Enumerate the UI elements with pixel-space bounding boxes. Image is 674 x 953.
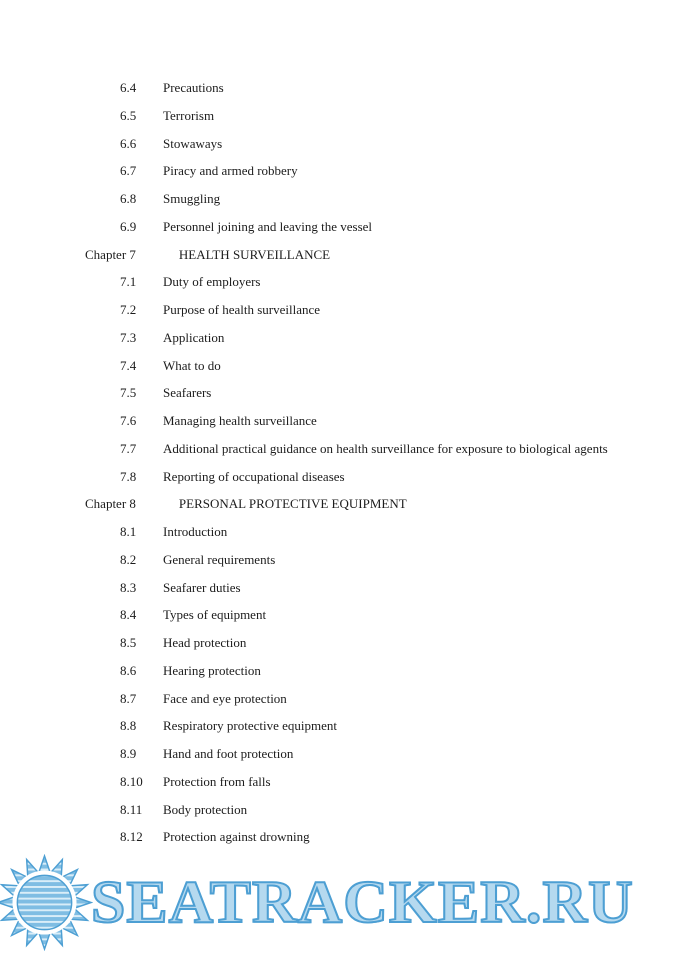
section-number: 6.7 (120, 163, 137, 179)
toc-row (85, 191, 674, 219)
section-title: Respiratory protective equipment (163, 718, 338, 734)
toc-row (85, 163, 674, 191)
section-title: Types of equipment (163, 607, 267, 623)
toc-row (85, 274, 674, 302)
section-number: 8.2 (120, 551, 137, 567)
section-number: 8.10 (120, 773, 143, 789)
section-number: 8.8 (120, 718, 137, 734)
toc-row (85, 774, 674, 802)
section-title: Hand and foot protection (163, 746, 294, 761)
toc-row (85, 302, 674, 330)
section-title: Terrorism (163, 107, 215, 123)
section-title: Purpose of health surveillance (163, 302, 321, 317)
chapter-label: Chapter 7 (85, 246, 136, 262)
section-title: HEALTH SURVEILLANCE (178, 246, 331, 262)
toc-row (85, 247, 674, 275)
toc-row (85, 691, 674, 719)
section-number: 8.4 (120, 607, 137, 623)
toc-row (85, 80, 674, 108)
section-title: Reporting of occupational diseases (163, 468, 345, 484)
toc-row (85, 746, 674, 774)
section-title: Seafarers (163, 385, 212, 401)
section-number: 6.4 (120, 80, 137, 95)
toc-row (85, 136, 674, 164)
section-number: 8.12 (120, 829, 143, 845)
section-number: 6.6 (120, 135, 137, 151)
section-number: 6.8 (120, 191, 137, 206)
toc-row (85, 663, 674, 691)
section-title: Piracy and armed robbery (163, 163, 298, 179)
toc-row (85, 330, 674, 358)
toc-row (85, 469, 674, 497)
section-number: 7.2 (120, 302, 137, 317)
toc-row (85, 580, 674, 608)
toc-row (85, 552, 674, 580)
toc-row (85, 802, 674, 830)
toc-row (85, 219, 674, 247)
section-number: 8.7 (120, 690, 137, 706)
section-number: 7.1 (120, 274, 137, 290)
watermark-text: SEATRACKER.RU (91, 869, 634, 935)
section-title: What to do (163, 357, 221, 373)
toc-row (85, 385, 674, 413)
sun-icon (0, 854, 93, 951)
section-title: Introduction (163, 524, 228, 539)
toc-row (85, 496, 674, 524)
toc-row (85, 718, 674, 746)
section-number: 8.1 (120, 524, 137, 539)
section-title: Application (163, 329, 225, 345)
watermark (0, 852, 674, 953)
toc-row (85, 524, 674, 552)
section-number: 7.3 (120, 329, 137, 345)
section-title: Duty of employers (163, 274, 261, 290)
chapter-label: Chapter 8 (85, 496, 136, 512)
section-title: Managing health surveillance (163, 413, 317, 428)
toc-row (85, 441, 674, 469)
section-number: 6.5 (120, 107, 137, 123)
section-number: 8.5 (120, 635, 137, 650)
section-title: Precautions (163, 80, 224, 95)
section-title: Protection against drowning (163, 829, 310, 845)
section-number: 8.9 (120, 746, 137, 761)
section-title: Seafarer duties (163, 579, 241, 595)
toc-row (85, 635, 674, 663)
section-title: Personnel joining and leaving the vessel (163, 218, 373, 234)
toc-row (85, 607, 674, 635)
section-title: General requirements (163, 551, 276, 567)
section-title: Protection from falls (163, 773, 271, 789)
section-number: 8.11 (120, 801, 143, 817)
section-title: Additional practical guidance on health surveillance for exposure to biological agents (163, 440, 608, 456)
section-number: 7.7 (120, 440, 137, 456)
toc-row (85, 108, 674, 136)
section-number: 7.6 (120, 413, 137, 428)
section-title: Stowaways (163, 135, 223, 151)
section-title: Hearing protection (163, 662, 261, 678)
section-number: 7.8 (120, 468, 137, 484)
section-number: 6.9 (120, 218, 137, 234)
section-number: 7.5 (120, 385, 137, 401)
section-title: PERSONAL PROTECTIVE EQUIPMENT (178, 496, 407, 512)
toc-row (85, 358, 674, 386)
section-title: Head protection (163, 635, 247, 650)
section-title: Face and eye protection (163, 690, 287, 706)
section-number: 8.6 (120, 662, 137, 678)
toc-row (85, 413, 674, 441)
section-number: 7.4 (120, 357, 137, 373)
section-number: 8.3 (120, 579, 137, 595)
section-title: Smuggling (163, 191, 221, 206)
section-title: Body protection (163, 801, 248, 817)
